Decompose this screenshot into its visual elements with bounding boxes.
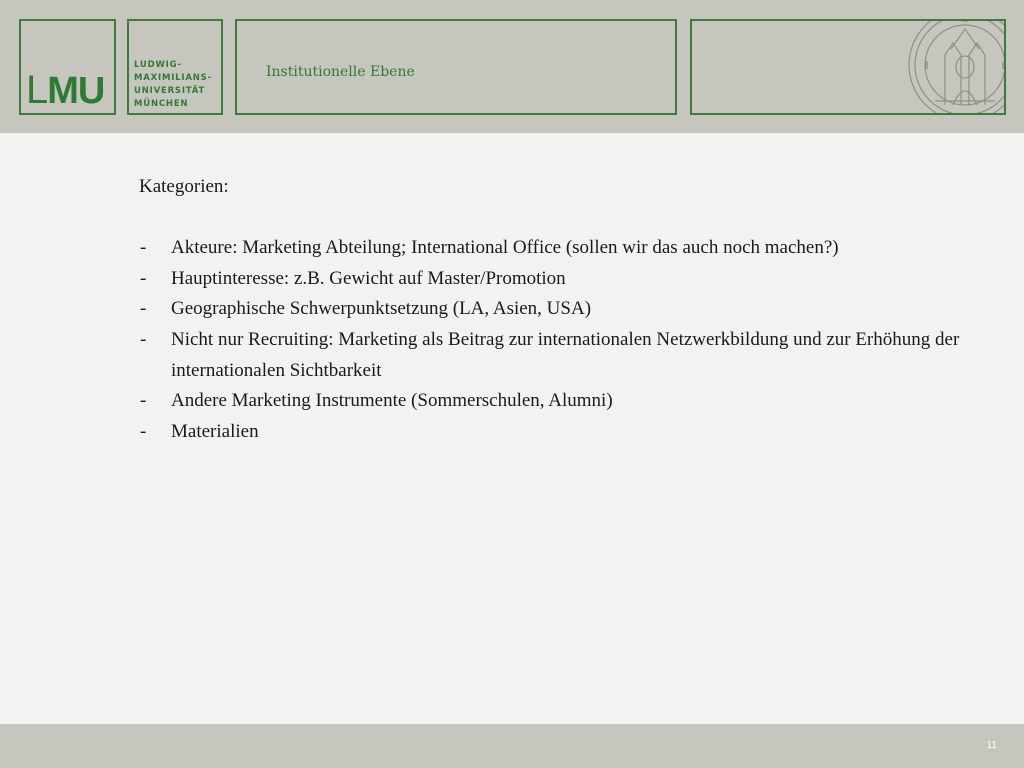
- page-number: 11: [986, 740, 997, 751]
- lmu-logo-mark: LMU: [26, 68, 105, 112]
- list-item-text: Hauptinteresse: z.B. Gewicht auf Master/Promotion: [171, 267, 566, 289]
- list-item: [139, 294, 969, 325]
- list-item: [139, 386, 969, 417]
- slide-footer: [0, 724, 1024, 768]
- slide-body: [139, 172, 969, 447]
- bullet-dash: -: [140, 328, 147, 350]
- seal-box: [690, 19, 1006, 115]
- bullet-dash: -: [140, 237, 147, 259]
- list-item: [139, 264, 969, 295]
- list-item-text: Akteure: Marketing Abteilung; International Office (sollen wir das auch noch machen?): [171, 237, 839, 259]
- list-item: [139, 417, 969, 448]
- list-item-text: Geographische Schwerpunktsetzung (LA, Asien, USA): [171, 298, 592, 320]
- bullet-dash: -: [140, 420, 147, 442]
- list-item: [139, 325, 969, 386]
- list-item: [139, 233, 969, 264]
- list-item-text: Nicht nur Recruiting: Marketing als Beitrag zur internationalen Netzwerkbildung und zur Erhöhung der internationalen Sichtbarkeit: [171, 328, 960, 381]
- university-name: [134, 59, 212, 111]
- bullet-dash: -: [140, 267, 147, 289]
- university-name-line: MAXIMILIANS-: [134, 73, 212, 83]
- slide-title: Institutionelle Ebene: [266, 64, 415, 80]
- university-name-line: LUDWIG-: [134, 60, 182, 70]
- university-seal-icon: [905, 19, 1006, 115]
- title-box: [235, 19, 677, 115]
- list-item-text: Materialien: [171, 420, 259, 442]
- list-item-text: Andere Marketing Instrumente (Sommerschulen, Alumni): [171, 390, 613, 412]
- bullet-dash: -: [140, 390, 147, 412]
- university-name-box: [127, 19, 223, 115]
- slide-header: [0, 0, 1024, 133]
- bullet-list: [139, 233, 969, 447]
- university-name-line: MÜNCHEN: [134, 99, 189, 109]
- lmu-logo: [19, 19, 116, 115]
- university-name-line: UNIVERSITÄT: [134, 86, 206, 96]
- bullet-dash: -: [140, 298, 147, 320]
- intro-text: Kategorien:: [139, 176, 229, 197]
